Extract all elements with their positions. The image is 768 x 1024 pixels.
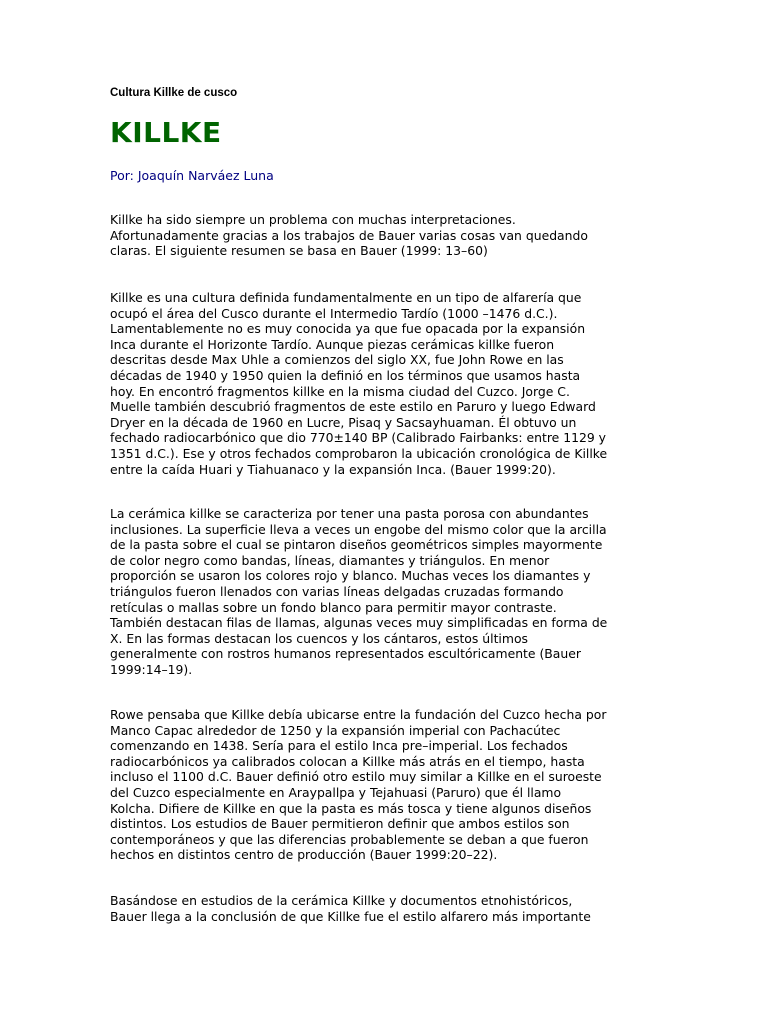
- text-line: Manco Capac alrededor de 1250 y la expansión imperial con Pachacútec: [110, 722, 561, 738]
- text-line: proporción se usaron los colores rojo y blanco. Muchas veces los diamantes y: [110, 568, 591, 584]
- text-line: comenzando en 1438. Sería para el estilo Inca pre–imperial. Los fechados: [110, 738, 568, 754]
- text-line: radiocarbónicos ya calibrados colocan a Killke más atrás en el tiempo, hasta: [110, 753, 585, 769]
- text-line: incluso el 1100 d.C. Bauer definió otro estilo muy similar a Killke en el suroeste: [110, 769, 602, 785]
- text-line: décadas de 1940 y 1950 quien la definió en los términos que usamos hasta: [110, 367, 581, 383]
- text-line: X. En las formas destacan los cuencos y los cántaros, estos últimos: [110, 630, 528, 646]
- text-line: Killke ha sido siempre un problema con muchas interpretaciones.: [110, 212, 516, 227]
- text-line: triángulos fueron llenados con varias líneas delgadas cruzadas formando: [110, 583, 564, 599]
- page-title: KILLKE: [110, 116, 222, 149]
- text-line: Afortunadamente gracias a los trabajos de Bauer varias cosas van quedando: [110, 227, 588, 243]
- paragraph-intro: [110, 212, 588, 259]
- text-line: generalmente con rostros humanos representados escultóricamente (Bauer: [110, 646, 581, 662]
- paragraph-definition: [110, 290, 607, 477]
- text-line: del Cuzco especialmente en Araypallpa y Tejahuasi (Paruro) que él llamo: [110, 784, 562, 800]
- text-line: fechado radiocarbónico que dio 770±140 BP (Calibrado Fairbanks: entre 1129 y: [110, 430, 607, 446]
- text-line: hechos en distintos centro de producción (Bauer 1999:20–22).: [110, 847, 498, 863]
- text-line: Muelle también descubrió fragmentos de este estilo en Paruro y luego Edward: [110, 399, 596, 415]
- text-line: Inca durante el Horizonte Tardío. Aunque piezas cerámicas killke fueron: [110, 336, 555, 352]
- paragraph-ceramics: [110, 506, 607, 678]
- text-line: de color negro como bandas, líneas, diamantes y triángulos. En menor: [110, 552, 550, 568]
- text-line: descritas desde Max Uhle a comienzos del siglo XX, fue John Rowe en las: [110, 352, 564, 368]
- text-line: distintos. Los estudios de Bauer permitieron definir que ambos estilos son: [110, 816, 570, 832]
- text-line: También destacan filas de llamas, algunas veces muy simplificadas en forma de: [110, 615, 608, 631]
- text-line: contemporáneos y que las diferencias probablemente se deban a que fueron: [110, 831, 589, 847]
- text-line: La cerámica killke se caracteriza por tener una pasta porosa con abundantes: [110, 506, 589, 521]
- text-line: claras. El siguiente resumen se basa en Bauer (1999: 13–60): [110, 243, 488, 259]
- paragraph-chronology: [110, 707, 606, 863]
- text-line: Killke es una cultura definida fundamentalmente en un tipo de alfarería que: [110, 290, 582, 305]
- text-line: entre la caída Huari y Tiahuanaco y la expansión Inca. (Bauer 1999:20).: [110, 461, 556, 477]
- text-line: 1999:14–19).: [110, 661, 193, 677]
- document-label: Cultura Killke de cusco: [110, 87, 238, 99]
- text-line: Dryer en la década de 1960 en Lucre, Pisaq y Sacsayhuaman. Él obtuvo un: [110, 414, 577, 430]
- author-byline: Por: Joaquín Narváez Luna: [110, 168, 274, 183]
- paragraph-conclusion: [110, 893, 591, 924]
- text-line: Kolcha. Difiere de Killke en que la pasta es más tosca y tiene algunos diseños: [110, 800, 592, 816]
- text-line: 1351 d.C.). Ese y otros fechados comprobaron la ubicación cronológica de Killke: [110, 445, 608, 461]
- text-line: inclusiones. La superficie lleva a veces un engobe del mismo color que la arcilla: [110, 521, 607, 537]
- text-line: hoy. En encontró fragmentos killke en la misma ciudad del Cuzco. Jorge C.: [110, 383, 570, 399]
- text-line: Lamentablemente no es muy conocida ya que fue opacada por la expansión: [110, 321, 586, 337]
- text-line: Bauer llega a la conclusión de que Killke fue el estilo alfarero más importante: [110, 908, 591, 924]
- text-line: de la pasta sobre el cual se pintaron diseños geométricos simples mayormente: [110, 537, 603, 553]
- text-line: Rowe pensaba que Killke debía ubicarse entre la fundación del Cuzco hecha por: [110, 707, 607, 722]
- text-line: Basándose en estudios de la cerámica Killke y documentos etnohistóricos,: [110, 893, 573, 908]
- text-line: retículas o mallas sobre un fondo blanco para permitir mayor contraste.: [110, 599, 557, 615]
- text-line: ocupó el área del Cusco durante el Intermedio Tardío (1000 –1476 d.C.).: [110, 305, 558, 321]
